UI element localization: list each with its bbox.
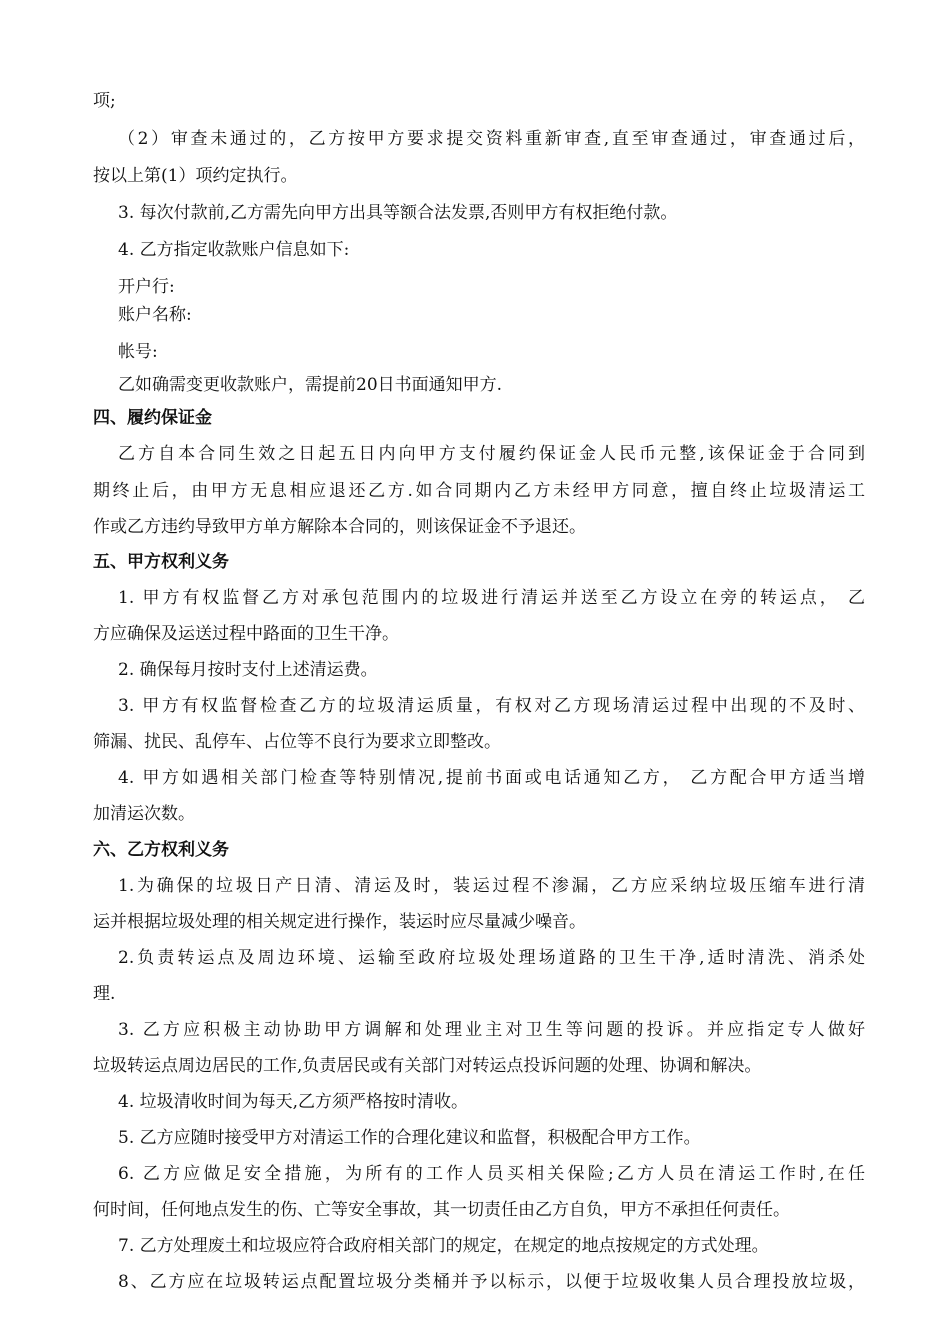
section-heading: 六、乙方权利义务 [93,840,229,860]
text-line: 何时间，任何地点发生的伤、亡等安全事故，其一切责任由乙方自负，甲方不承担任何责任。 [93,1200,790,1220]
text-line: 方应确保及运送过程中路面的卫生干净。 [93,624,399,644]
text-line: 2. 确保每月按时支付上述清运费。 [118,660,378,680]
text-line: 1. 甲方有权监督乙方对承包范围内的垃圾进行清运并送至乙方设立在旁的转运点， 乙 [118,588,865,608]
text-line: 2.负责转运点及周边环境、运输至政府垃圾处理场道路的卫生干净,适时清洗、消杀处 [118,948,865,968]
text-line: 乙方自本合同生效之日起五日内向甲方支付履约保证金人民币元整,该保证金于合同到 [118,444,865,464]
text-line: 作或乙方违约导致甲方单方解除本合同的，则该保证金不予退还。 [93,517,586,537]
text-line: 3. 甲方有权监督检查乙方的垃圾清运质量，有权对乙方现场清运过程中出现的不及时、 [118,696,865,716]
text-line: 3. 乙方应积极主动协助甲方调解和处理业主对卫生等问题的投诉。并应指定专人做好 [118,1020,865,1040]
text-line: 5. 乙方应随时接受甲方对清运工作的合理化建议和监督，积极配合甲方工作。 [118,1128,701,1148]
text-line: 7. 乙方处理废土和垃圾应符合政府相关部门的规定，在规定的地点按规定的方式处理。 [118,1236,769,1256]
text-line: 加清运次数。 [93,804,195,824]
text-line: 4. 甲方如遇相关部门检查等特别情况,提前书面或电话通知乙方， 乙方配合甲方适当增 [118,768,865,788]
text-line: 运并根据垃圾处理的相关规定进行操作，装运时应尽量减少噪音。 [93,912,586,932]
text-line: 1.为确保的垃圾日产日清、清运及时，装运过程不渗漏，乙方应采纳垃圾压缩车进行清 [118,876,865,896]
text-line: 按以上第(1）项约定执行。 [93,166,298,186]
text-line: 开户行: [118,277,175,297]
text-line: 垃圾转运点周边居民的工作,负责居民或有关部门对转运点投诉问题的处理、协调和解决。 [93,1056,762,1076]
text-line: 3. 每次付款前,乙方需先向甲方出具等额合法发票,否则甲方有权拒绝付款。 [118,203,678,223]
text-line: 6. 乙方应做足安全措施，为所有的工作人员买相关保险;乙方人员在清运工作时,在任 [118,1164,865,1184]
text-line: 4. 乙方指定收款账户信息如下: [118,240,350,260]
text-line: 乙如确需变更收款账户，需提前20日书面通知甲方. [118,375,503,395]
text-line: 期终止后，由甲方无息相应退还乙方.如合同期内乙方未经甲方同意，擅自终止垃圾清运工 [93,481,865,501]
text-line: 项; [93,91,116,111]
text-line: 8、乙方应在垃圾转运点配置垃圾分类桶并予以标示，以便于垃圾收集人员合理投放垃圾， [118,1272,865,1292]
text-line: 账户名称: [118,305,192,325]
text-line: 4. 垃圾清收时间为每天,乙方须严格按时清收。 [118,1092,469,1112]
text-line: （2）审查未通过的，乙方按甲方要求提交资料重新审查,直至审查通过，审查通过后， [118,129,865,149]
section-heading: 五、甲方权利义务 [93,552,229,572]
text-line: 筛漏、扰民、乱停车、占位等不良行为要求立即整改。 [93,732,501,752]
text-line: 帐号: [118,342,158,362]
section-heading: 四、履约保证金 [93,408,212,428]
text-line: 理. [93,984,116,1004]
